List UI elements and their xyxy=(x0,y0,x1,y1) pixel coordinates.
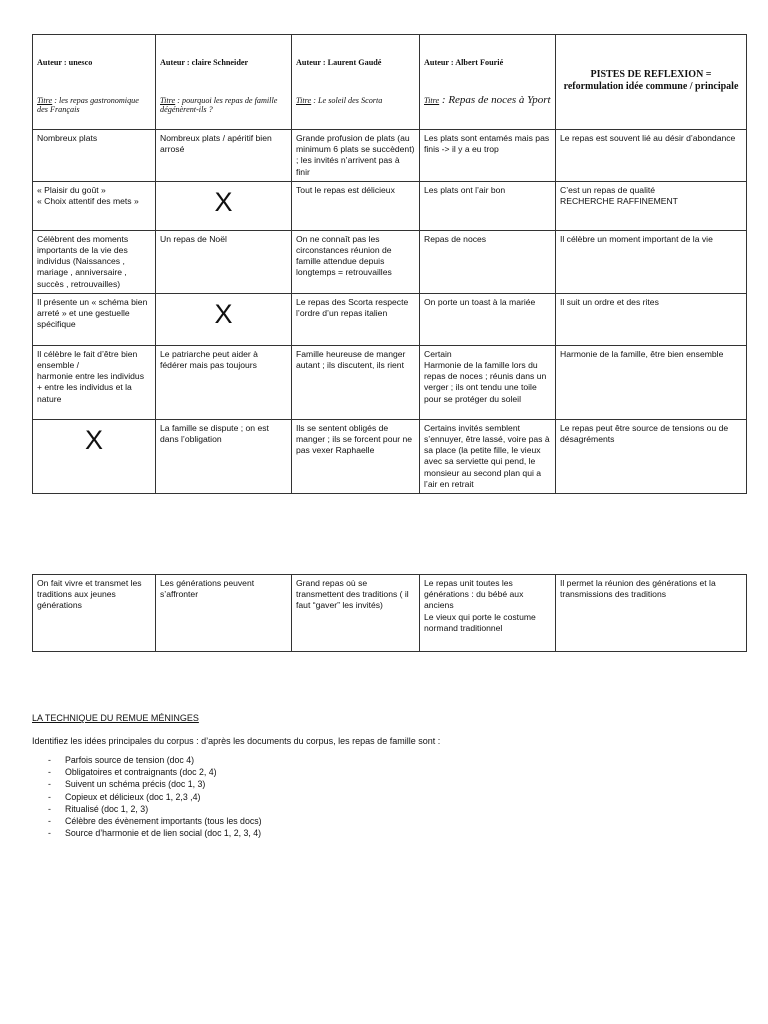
author-label: Auteur : claire Schneider xyxy=(160,58,249,68)
list-item: - Ritualisé (doc 1, 2, 3) xyxy=(48,803,262,815)
header-cell-unesco xyxy=(33,35,156,130)
table-cell: Grande profusion de plats (au minimum 6 plats se succèdent) ; les invités n’arrivent pas à finir xyxy=(292,130,420,182)
table-cell: « Plaisir du goût » « Choix attentif des mets » xyxy=(33,181,156,230)
table-cell: Certains invités semblent s’ennuyer, être lassé, voire pas à sa place (la petite fille, le vieux avec sa serviette qui pend, le monsieur au second plan qui a l’air en retrait xyxy=(420,419,556,493)
table-cell: Il suit un ordre et des rites xyxy=(556,293,747,345)
author-label: Auteur : unesco xyxy=(37,58,93,68)
header-cell-pistes xyxy=(556,35,747,130)
table-cell: Il présente un « schéma bien arreté » et une gestuelle spécifique xyxy=(33,293,156,345)
title-label: Titre : les repas gastronomique des Français xyxy=(37,95,139,115)
table-cell: Un repas de Noël xyxy=(156,230,292,293)
x-mark: X xyxy=(214,186,233,217)
table-cell: Il célèbre un moment important de la vie xyxy=(556,230,747,293)
author-label: Auteur : Laurent Gaudé xyxy=(296,58,382,68)
table-cell: Le patriarche peut aider à fédérer mais pas toujours xyxy=(156,345,292,419)
title-label: Titre : Le soleil des Scorta xyxy=(296,95,383,105)
table-cell: Le repas des Scorta respecte l’ordre d’un repas italien xyxy=(292,293,420,345)
author-label: Auteur : Albert Fourié xyxy=(424,58,504,68)
x-mark: X xyxy=(214,298,233,329)
table-cell: Grand repas où se transmettent des traditions ( il faut “gaver” les invités) xyxy=(292,575,420,652)
table-cell-x xyxy=(33,419,156,493)
list-item: - Copieux et délicieux (doc 1, 2,3 ,4) xyxy=(48,791,262,803)
table-cell: Les générations peuvent s’affronter xyxy=(156,575,292,652)
table-cell: Célèbrent des moments importants de la vie des individus (Naissances , mariage , anniversaire , succès , retrouvailles) xyxy=(33,230,156,293)
table-cell: Il célèbre le fait d’être bien ensemble / harmonie entre les individus + entre les individus et la nature xyxy=(33,345,156,419)
pistes-heading: PISTES DE REFLEXION = reformulation idée commune / principale xyxy=(563,69,739,93)
header-cell-schneider xyxy=(156,35,292,130)
table-row xyxy=(33,130,747,182)
table-cell: Les plats ont l’air bon xyxy=(420,181,556,230)
table-cell: Certain Harmonie de la famille lors du repas de noces ; réunis dans un verger ; ils ont tendu une toile pour se protéger du soleil xyxy=(420,345,556,419)
table-cell: Repas de noces xyxy=(420,230,556,293)
table-cell: Nombreux plats / apéritif bien arrosé xyxy=(156,130,292,182)
table-cell: Il permet la réunion des générations et la transmissions des traditions xyxy=(556,575,747,652)
list-item: - Célèbre des évènement importants (tous les docs) xyxy=(48,815,262,827)
corpus-table xyxy=(32,34,747,494)
table-cell: Les plats sont entamés mais pas finis -> il y a eu trop xyxy=(420,130,556,182)
table-row xyxy=(33,419,747,493)
table-cell: Le repas est souvent lié au désir d’abondance xyxy=(556,130,747,182)
intro-paragraph: Identifiez les idées principales du corpus : d’après les documents du corpus, les repas de famille sont : xyxy=(32,736,441,746)
table-cell: Nombreux plats xyxy=(33,130,156,182)
table-row xyxy=(33,181,747,230)
table-cell: Tout le repas est délicieux xyxy=(292,181,420,230)
table-cell: Harmonie de la famille, être bien ensemble xyxy=(556,345,747,419)
table-row xyxy=(33,345,747,419)
table-cell-x xyxy=(156,293,292,345)
table-cell: On ne connaît pas les circonstances réunion de famille attendue depuis longtemps = retrouvailles xyxy=(292,230,420,293)
list-item: - Suivent un schéma précis (doc 1, 3) xyxy=(48,778,262,790)
header-cell-fourie xyxy=(420,35,556,130)
table-cell: Le repas peut être source de tensions ou de désagréments xyxy=(556,419,747,493)
table-cell: Ils se sentent obligés de manger ; ils se forcent pour ne pas vexer Raphaelle xyxy=(292,419,420,493)
header-row xyxy=(33,35,747,130)
title-label: Titre : pourquoi les repas de famille dégénèrent-ils ? xyxy=(160,95,278,115)
traditions-table xyxy=(32,574,747,652)
table-cell: C’est un repas de qualité RECHERCHE RAFFINEMENT xyxy=(556,181,747,230)
list-item: - Source d’harmonie et de lien social (doc 1, 2, 3, 4) xyxy=(48,827,262,839)
table-cell: La famille se dispute ; on est dans l’obligation xyxy=(156,419,292,493)
list-item: - Parfois source de tension (doc 4) xyxy=(48,754,262,766)
table-row xyxy=(33,293,747,345)
list-item: - Obligatoires et contraignants (doc 2, 4) xyxy=(48,766,262,778)
table-cell: Famille heureuse de manger autant ; ils discutent, ils rient xyxy=(292,345,420,419)
x-mark: X xyxy=(84,424,103,455)
ideas-list xyxy=(48,754,262,839)
table-row xyxy=(33,575,747,652)
header-cell-gaude xyxy=(292,35,420,130)
table-cell: On porte un toast à la mariée xyxy=(420,293,556,345)
title-label: Titre : Repas de noces à Yport xyxy=(424,93,551,106)
table-cell: Le repas unit toutes les générations : du bébé aux anciens Le vieux qui porte le costume normand traditionnel xyxy=(420,575,556,652)
section-heading: LA TECHNIQUE DU REMUE MÉNINGES xyxy=(32,713,199,723)
table-cell-x xyxy=(156,181,292,230)
table-cell: On fait vivre et transmet les traditions aux jeunes générations xyxy=(33,575,156,652)
table-row xyxy=(33,230,747,293)
